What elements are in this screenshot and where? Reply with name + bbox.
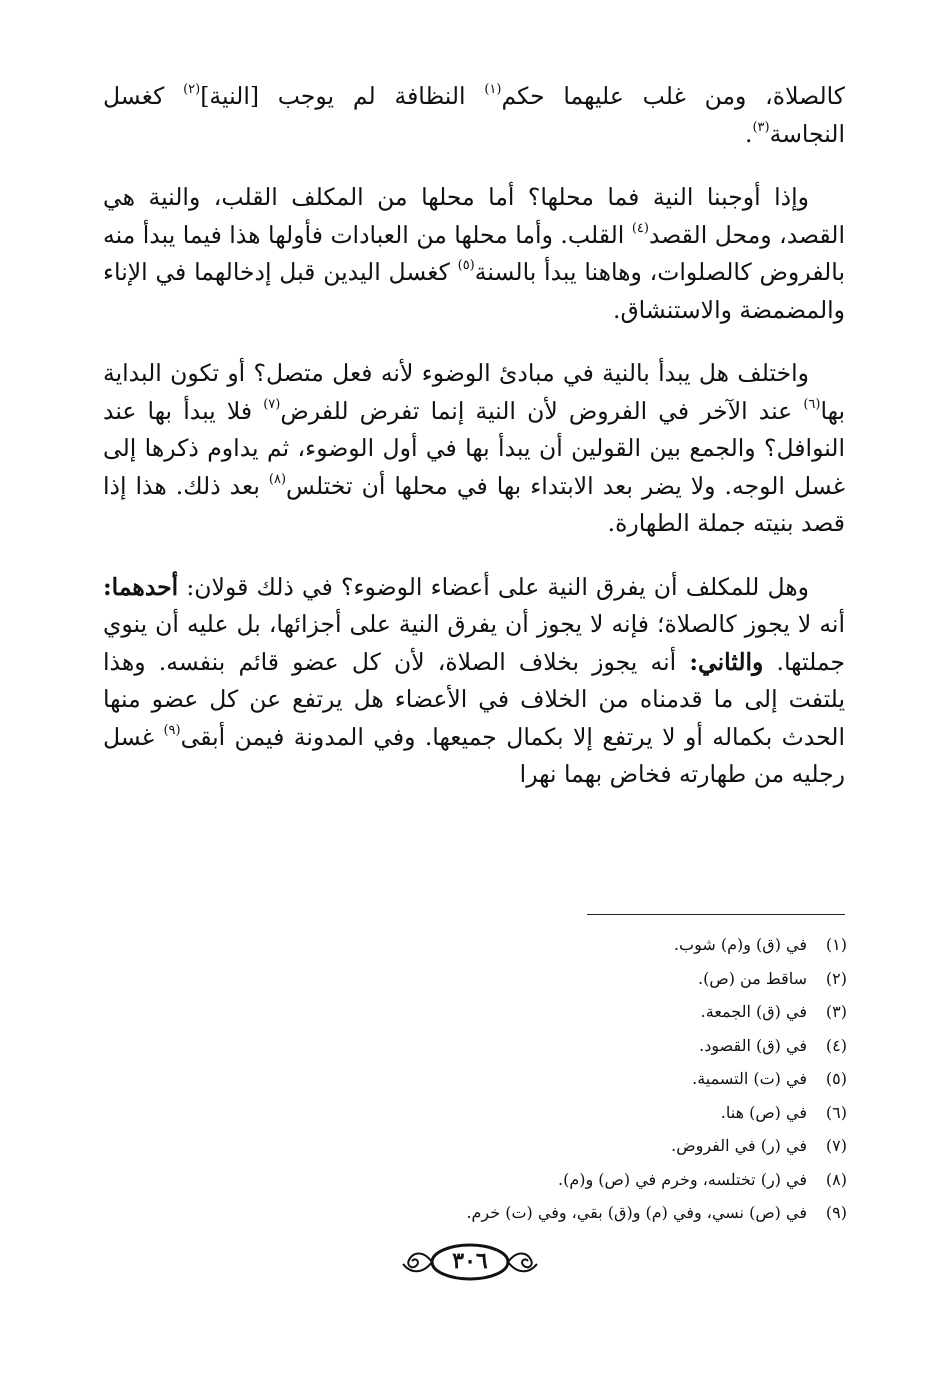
- footnotes-list: [107, 928, 847, 1230]
- footnote-reference: (٢): [183, 82, 201, 98]
- body-text: [103, 78, 845, 794]
- footnote-item: [107, 1096, 847, 1130]
- footnote-item: [107, 1129, 847, 1163]
- footnote-text: في (ق) و(م) شوب.: [673, 935, 807, 954]
- footnote-text: في (ق) القصود.: [699, 1035, 807, 1055]
- footnote-item: [107, 995, 847, 1029]
- footnote-number: (٩): [825, 1203, 847, 1222]
- footnote-reference: (٦): [803, 396, 821, 412]
- footnote-number: (٤): [825, 1035, 847, 1055]
- text-run: أنه يجوز بخلاف الصلاة، لأن كل عضو قائم بنفسه. وهذا يلتفت إلى ما قدمناه من الخلاف في الأعضاء هل يرتفع عن كل عضو منها الحدث بكماله أو لا يرتفع إلا بكمال جميعها. وفي المدونة فيمن أبقى: [103, 647, 845, 751]
- footnote-item: [107, 1029, 847, 1063]
- footnote-reference: (٨): [268, 471, 287, 487]
- paragraph: [103, 355, 845, 543]
- footnote-number: (٢): [825, 968, 847, 988]
- text-run: كغسل اليدين قبل إدخالهما في الإناء والمضمضة والاستنشاق.: [103, 258, 845, 324]
- bold-label: أحدهما:: [103, 572, 179, 601]
- text-run: .: [744, 119, 753, 148]
- footnote-reference: (٤): [631, 220, 649, 236]
- text-run: واختلف هل يبدأ بالنية في مبادئ الوضوء لأنه فعل متصل؟ أو تكون البداية بها: [103, 359, 845, 425]
- text-run: النظافة لم يوجب [النية]: [200, 82, 485, 110]
- footnote-number: (١): [825, 935, 847, 954]
- footnote-number: (٧): [825, 1136, 847, 1155]
- footnote-number: (٨): [825, 1169, 847, 1189]
- footnote-item: [107, 1163, 847, 1197]
- footnote-item: [107, 1196, 847, 1230]
- footnote-number: (٦): [825, 1102, 847, 1122]
- page-number: ٣٠٦: [452, 1248, 488, 1274]
- footnote-text: في (ر) في الفروض.: [671, 1136, 807, 1155]
- footnote-text: في (ق) الجمعة.: [700, 1002, 807, 1021]
- footnote-text: في (ت) التسمية.: [692, 1069, 807, 1088]
- text-run: فلا يبدأ بها عند النوافل؟ والجمع بين القولين أن يبدأ بها في أول الوضوء، ثم يداوم ذكرها إلى غسل الوجه. ولا يضر بعد الابتداء بها في محلها أن تختلس: [103, 396, 846, 500]
- text-run: بعد ذلك. هذا إذا قصد بنيته جملة الطهارة.: [103, 471, 845, 537]
- footnote-text: في (ص) نسي، وفي (م) و(ق) بقي، وفي (ت) خرم.: [466, 1203, 807, 1222]
- footnote-item: [107, 1062, 847, 1096]
- text-run: وإذا أوجبنا النية فما محلها؟ أما محلها من المكلف القلب، والنية هي القصد، ومحل القصد: [103, 183, 845, 249]
- footnote-text: في (ص) هنا.: [720, 1102, 807, 1122]
- footnote-number: (٥): [825, 1069, 847, 1088]
- footnote-reference: (٥): [457, 258, 475, 274]
- footnote-divider: [587, 914, 845, 915]
- text-run: وهل للمكلف أن يفرق النية على أعضاء الوضوء؟ في ذلك قولان:: [178, 572, 809, 601]
- footnote-text: ساقط من (ص).: [698, 968, 807, 988]
- footnote-reference: (١): [484, 82, 502, 98]
- text-run: كالصلاة، ومن غلب عليهما حكم: [501, 82, 845, 110]
- footnote-text: في (ر) تختلسه، وخرم في (ص) و(م).: [558, 1169, 807, 1189]
- footnote-reference: (٧): [263, 396, 281, 412]
- paragraph: [103, 78, 845, 153]
- footnote-reference: (٣): [752, 119, 770, 135]
- footnote-number: (٣): [825, 1002, 847, 1021]
- footnote-item: [107, 962, 847, 996]
- paragraph: [103, 569, 845, 794]
- text-run: أنه لا يجوز كالصلاة؛ فإنه لا يجوز أن يفرق النية على أجزائها، بل عليه أن ينوي جملتها.: [103, 610, 845, 676]
- footnote-reference: (٩): [163, 722, 181, 738]
- text-run: القلب. وأما محلها من العبادات فأولها هذا فيما يبدأ منه بالفروض كالصلوات، وهاهنا يبدأ بالسنة: [103, 220, 845, 286]
- text-run: عند الآخر في الفروض لأن النية إنما تفرض للفرض: [280, 396, 804, 425]
- text-run: غسل رجليه من طهارته فخاض بهما نهرا: [103, 722, 845, 788]
- paragraph: [103, 179, 845, 329]
- bold-label: والثاني:: [689, 647, 764, 676]
- text-run: كغسل النجاسة: [103, 82, 845, 148]
- footnote-item: [107, 928, 847, 962]
